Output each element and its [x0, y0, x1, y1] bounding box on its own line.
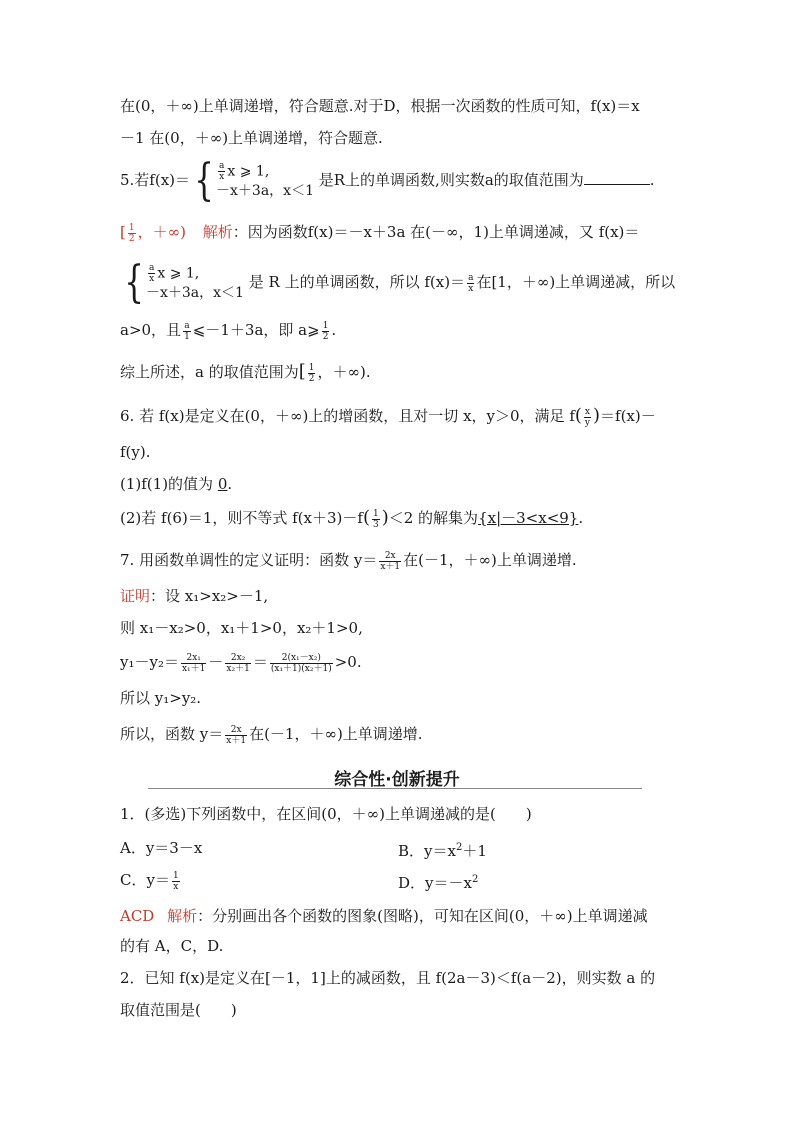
proof-label: 证明: [120, 587, 151, 605]
mcq-2-stem: 2．已知 f(x)是定义在[－1，1]上的减函数，且 f(2a－3)＜f(a－2)，则实数 a 的: [120, 969, 656, 987]
question-5: 5.若f(x)＝{ $\frac{a}{x}$ x ⩾ 1, －x＋3a，x＜1 是R上的单调函数,则实数a的取值范围为 .: [120, 155, 655, 206]
question-6: 6. 若 f(x)是定义在(0，＋∞)上的增函数，且对一切 x，y＞0，满足 f( $\frac{x}{y}$ )＝f(x)－: [120, 405, 656, 428]
option-d[interactable]: D．$y=-x^2$: [398, 874, 479, 892]
q6-part-2: (2)若 f(6)＝1，则不等式 f(x＋3)－f( $\frac{1}{3}$ )＜2 的解集为{x|－3<x<9}.: [120, 507, 584, 530]
q5-solution: [ $\frac{1}{2}$ ，＋∞) 解析：因为函数f(x)＝－x＋3a 在(－∞，1)上单调递减，又 f(x)＝: [120, 222, 640, 244]
solution-label: 解析: [167, 907, 198, 925]
q5-prefix: 5.若f(x)＝: [120, 171, 191, 189]
proof-line: 则 x₁－x₂>0，x₁＋1>0，x₂＋1>0,: [120, 619, 363, 637]
proof-line: 所以 y₁>y₂.: [120, 689, 202, 707]
mcq-1-solution: ACD 解析：分别画出各个函数的图象(图略)，可知在区间(0，＋∞)上单调递减: [120, 907, 648, 925]
q5-suffix: 是R上的单调函数,则实数a的取值范围为: [318, 171, 584, 189]
answer: ACD: [120, 907, 155, 925]
answer: [ $\frac{1}{2}$ ，＋∞): [120, 222, 186, 244]
q6-part-1: (1)f(1)的值为 0.: [120, 475, 233, 493]
text-line: 在(0，＋∞)上单调递增，符合题意.对于D，根据一次函数的性质可知，f(x)＝x: [120, 97, 640, 115]
text-line: －1 在(0，＋∞)上单调递增，符合题意.: [120, 129, 383, 147]
question-7: 7. 用函数单调性的定义证明：函数 y＝ $\frac{2x}{x+1}$ 在(－1，＋∞)上单调递增.: [120, 550, 577, 572]
text-line: 的有 A，C，D.: [120, 937, 224, 955]
mcq-2-stem-2: 取值范围是( ): [120, 1001, 237, 1019]
text-line: f(y).: [120, 443, 151, 461]
answer: 0: [217, 475, 228, 493]
piecewise: $\frac{a}{x}$ x ⩾ 1, －x＋3a，x＜1: [216, 161, 314, 199]
answer-blank[interactable]: [584, 168, 650, 185]
section-title: 综合性·创新提升: [334, 770, 460, 790]
brace: {: [124, 257, 144, 308]
option-b[interactable]: B．$y=x^2+1$: [398, 842, 487, 860]
solution-label: 解析: [202, 223, 233, 241]
proof-line: y₁－y₂＝ $\frac{\text{2x₁}}{\text{x₁＋1}}$ － $\frac{\text{2x₂}}{\text{x₂＋1}}$ ＝ $\frac{\text{2(x₁－x₂)}}{\text{(x₁＋1)(x₂＋1)}}$ >0.: [120, 652, 362, 674]
divider: [148, 788, 642, 789]
q5-solution-3: a>0，且 $\frac{a}{1}$ ⩽－1＋3a，即 a⩾ $\frac{1}{2}$ .: [120, 320, 337, 342]
mcq-1-stem: 1．(多选)下列函数中，在区间(0，＋∞)上单调递减的是( ): [120, 805, 532, 823]
option-a[interactable]: A．y＝3－x: [120, 839, 203, 857]
q5-solution-2: { $\frac{a}{x}$ x ⩾ 1, －x＋3a，x＜1 是 R 上的单调函数，所以 f(x)＝ $\frac{a}{x}$ 在[1，＋∞)上单调递减，所以: [124, 257, 676, 308]
option-c[interactable]: C．y＝ $\frac{1}{x}$: [120, 870, 179, 892]
proof-line: 所以，函数 y＝ $\frac{2x}{x+1}$ 在(－1，＋∞)上单调递增.: [120, 724, 423, 746]
answer: {x|－3<x<9}: [478, 509, 579, 527]
piecewise: $\frac{a}{x}$ x ⩾ 1, －x＋3a，x＜1: [146, 263, 244, 301]
brace: {: [194, 155, 214, 206]
proof-line: 证明：设 x₁>x₂>－1,: [120, 587, 269, 605]
q5-solution-4: 综上所述，a 的取值范围为[ $\frac{1}{2}$ ，＋∞).: [120, 361, 371, 384]
